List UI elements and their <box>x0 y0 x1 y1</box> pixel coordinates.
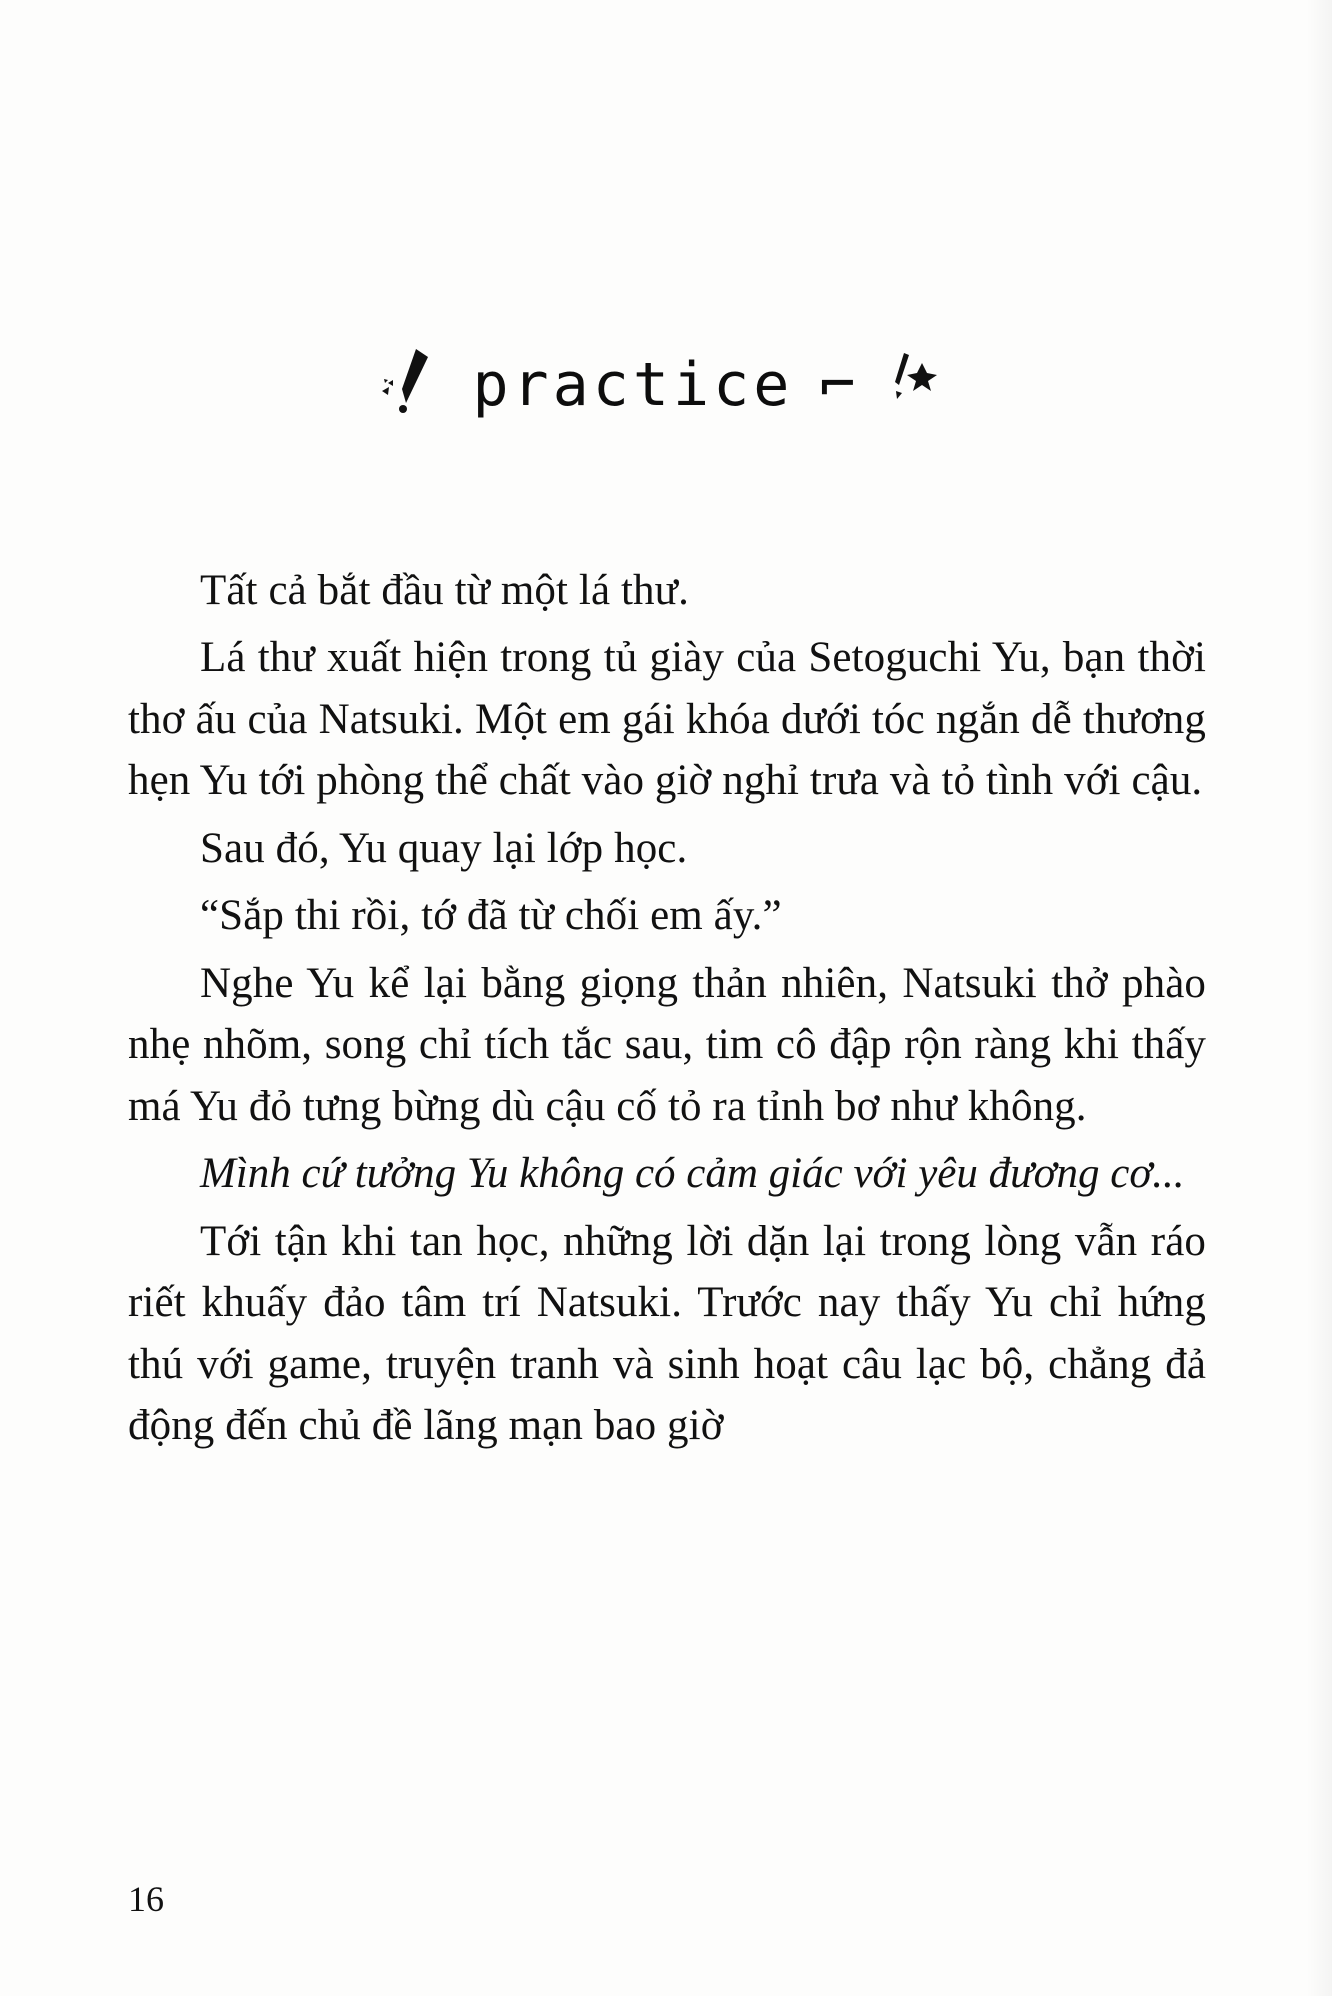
chapter-heading <box>0 345 1332 425</box>
chapter-title: practice <box>472 350 794 420</box>
paragraph: Lá thư xuất hiện trong tủ giày của Setoguchi Yu, bạn thời thơ ấu của Natsuki. Một em gái khóa dưới tóc ngắn dễ thương hẹn Yu tới phòng thể chất vào giờ nghỉ trưa và tỏ tình với cậu. <box>128 634 1206 805</box>
page-body <box>128 560 1206 1463</box>
paragraph: Tất cả bắt đầu từ một lá thư. <box>200 567 689 614</box>
paragraph: Sau đó, Yu quay lại lớp học. <box>200 824 688 872</box>
paragraph: “Sắp thi rồi, tớ đã từ chối em ấy.” <box>200 892 782 940</box>
bracket-glyph: ⌐ <box>819 350 860 420</box>
paragraph: Nghe Yu kể lại bằng giọng thản nhiên, Natsuki thở phào nhẹ nhõm, song chỉ tích tắc sau, tim cô đập rộn ràng khi thấy má Yu đỏ tưng bừng dù cậu cố tỏ ra tỉnh bơ như không. <box>128 959 1206 1130</box>
paragraph: Tới tận khi tan học, những lời dặn lại trong lòng vẫn ráo riết khuấy đảo tâm trí Natsuki. Trước nay thấy Yu chỉ hứng thú với game, truyện tranh và sinh hoạt câu lạc bộ, chẳng đả động đến chủ đề lãng mạn bao giờ <box>128 1217 1206 1450</box>
sparkle-star-icon <box>376 345 446 425</box>
page-number: 16 <box>128 1879 164 1919</box>
page-edge-shading <box>1306 0 1332 1996</box>
paragraph-italic: Mình cứ tưởng Yu không có cảm giác với yêu đương cơ... <box>200 1150 1185 1198</box>
sparkle-star-icon <box>886 345 956 425</box>
